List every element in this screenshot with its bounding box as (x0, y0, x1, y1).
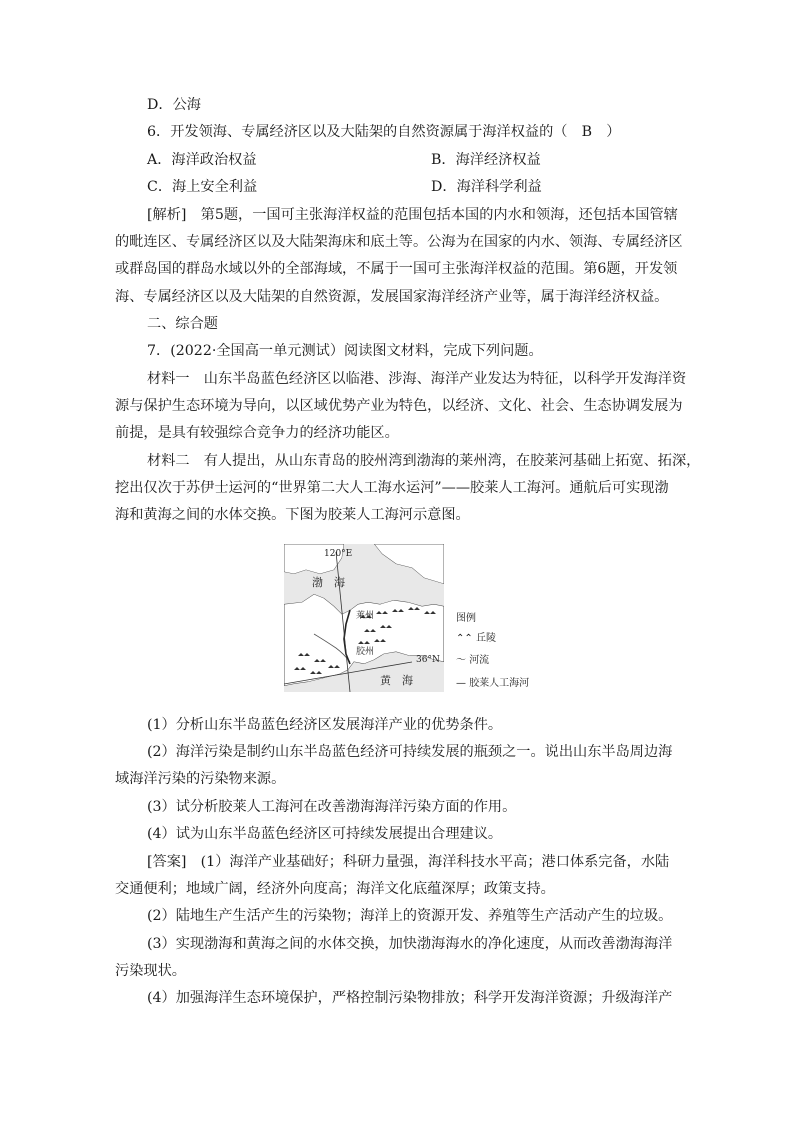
question-7: 7．(2022·全国高一单元测试）阅读图文材料，完成下列问题。 (147, 343, 543, 359)
option-d-q5: D．公海 (147, 97, 201, 113)
option-d: D．海洋科学利益 (431, 179, 542, 195)
option-a: A．海洋政治权益 (147, 152, 257, 168)
material-2-line-1: 材料二 有人提出，从山东青岛的胶州湾到渤海的莱州湾，在胶莱河基础上拓宽、拓深， (147, 453, 701, 469)
subquestion-2-line-1: (2）海洋污染是制约山东半岛蓝色经济可持续发展的瓶颈之一。说出山东半岛周边海 (147, 744, 673, 760)
subquestion-1: (1）分析山东半岛蓝色经济区发展海洋产业的优势条件。 (147, 717, 503, 733)
analysis-line-4: 海、专属经济区以及大陆架的自然资源，发展国家海洋经济产业等，属于海洋经济权益。 (115, 289, 669, 305)
legend-canal-label: 胶莱人工海河 (469, 678, 530, 689)
legend-river (456, 654, 489, 668)
legend-hills-label: 丘陵 (475, 633, 496, 644)
answer-line-3: (2）陆地生产生活产生的污染物；海洋上的资源开发、养殖等生产活动产生的垃圾。 (147, 908, 673, 924)
bohai-label: 渤 海 (312, 576, 345, 589)
answer-line-6: (4）加强海洋生态环境保护，严格控制污染物排放；科学开发海洋资源；升级海洋产 (147, 990, 673, 1006)
legend-canal (456, 677, 529, 691)
canal-icon: — (456, 678, 466, 689)
material-2-line-2: 挖出仅次于苏伊士运河的“世界第二大人工海水运河”——胶莱人工海河。通航后可实现渤 (115, 480, 669, 496)
latitude-label: 36°N (416, 655, 440, 665)
section-heading: 二、综合题 (147, 316, 218, 332)
material-2-line-3: 海和黄海之间的水体交换。下图为胶莱人工海河示意图。 (115, 507, 470, 523)
analysis-line-1: [解析] 第5题，一国可主张海洋权益的范围包括本国的内水和领海，还包括本国管辖 (147, 207, 678, 223)
laizhou-label: 莱州 (356, 611, 375, 621)
question-6: 6．开发领海、专属经济区以及大陆架的自然资源属于海洋权益的（ B ） (147, 124, 621, 140)
analysis-line-2: 的毗连区、专属经济区以及大陆架海床和底土等。公海为在国家的内水、领海、专属经济区 (115, 234, 683, 250)
option-b: B．海洋经济权益 (431, 152, 541, 168)
subquestion-4: (4）试为山东半岛蓝色经济区可持续发展提出合理建议。 (147, 826, 503, 842)
answer-line-1: [答案] (1）海洋产业基础好；科研力量强，海洋科技水平高；港口体系完备，水陆 (147, 854, 670, 870)
hill-icon: ⌃⌃ (456, 633, 473, 644)
jiaozhou-label: 胶州 (356, 647, 375, 657)
legend-hills (456, 632, 496, 646)
huanghai-label: 黄 海 (380, 674, 413, 687)
option-c: C．海上安全利益 (147, 179, 258, 195)
answer-line-4: (3）实现渤海和黄海之间的水体交换，加快渤海海水的净化速度，从而改善渤海海洋 (147, 936, 673, 952)
answer-line-5: 污染现状。 (115, 963, 186, 979)
material-1-line-3: 前提，是具有较强综合竞争力的经济功能区。 (115, 425, 399, 441)
canal-map (284, 544, 444, 692)
material-1-line-2: 源与保护生态环境为导向，以区域优势产业为特色，以经济、文化、社会、生态协调发展为 (115, 398, 683, 414)
longitude-label: 120°E (324, 549, 353, 559)
material-1-line-1: 材料一 山东半岛蓝色经济区以临港、涉海、海洋产业发达为特征，以科学开发海洋资 (147, 371, 687, 387)
analysis-line-3: 或群岛国的群岛水域以外的全部海域，不属于一国可主张海洋权益的范围。第6题，开发领 (115, 261, 678, 277)
subquestion-2-line-2: 域海洋污染的污染物来源。 (115, 771, 286, 787)
legend-title: 图例 (456, 613, 476, 624)
river-icon: 〜 (456, 655, 466, 666)
answer-line-2: 交通便利；地域广阔，经济外向度高；海洋文化底蕴深厚；政策支持。 (115, 881, 555, 897)
legend-river-label: 河流 (469, 655, 490, 666)
subquestion-3: (3）试分析胶莱人工海河在改善渤海海洋污染方面的作用。 (147, 799, 517, 815)
